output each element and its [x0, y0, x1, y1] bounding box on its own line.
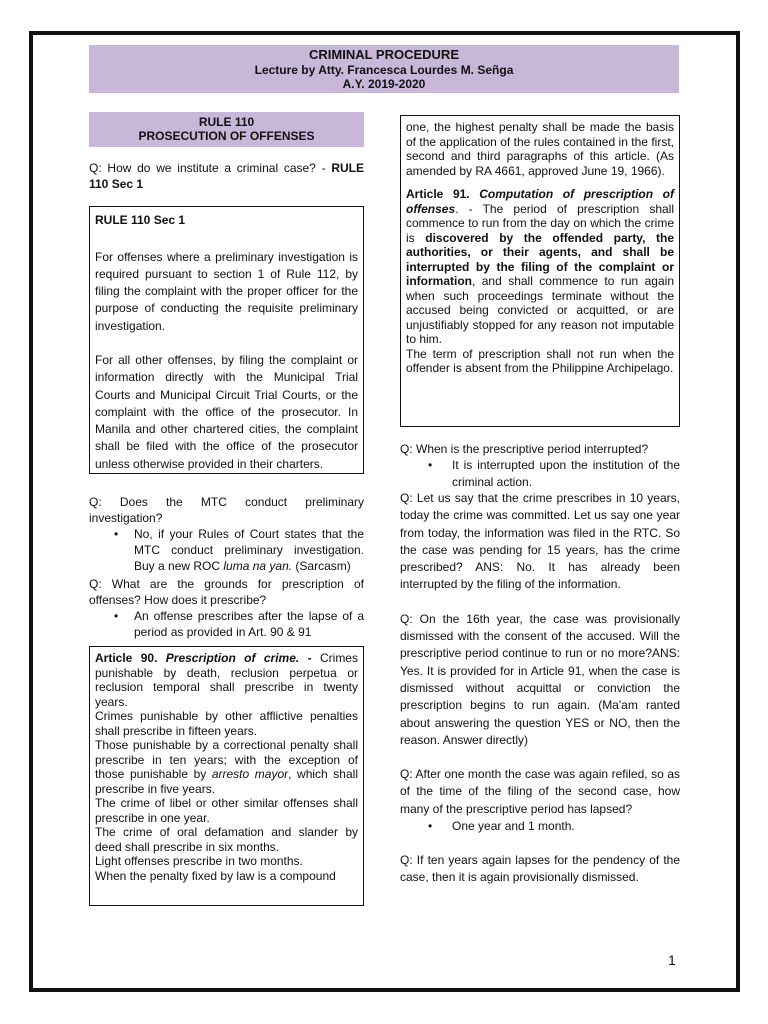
question-grounds: Q: What are the grounds for prescription of offenses? How does it prescribe?: [89, 577, 364, 607]
rule-heading: [89, 112, 364, 147]
box-title: RULE 110 Sec 1: [95, 213, 186, 227]
question-ten-years: Q: Let us say that the crime prescribes in 10 years, today the crime was committed. Let us say one year from today, the information was filed in the RTC. So the case was pending for 15 years, has the crime prescribed? ANS: No. It has already been interrupted by the filing of the information.: [400, 491, 680, 592]
answer-italic: luma na yan.: [223, 559, 293, 573]
question-text: Q: How do we institute a criminal case? -: [89, 161, 332, 175]
rule-title: PROSECUTION OF OFFENSES: [138, 129, 315, 143]
rule-number: RULE 110: [198, 115, 255, 129]
article-title: Computation of prescription of offenses: [406, 187, 674, 216]
article-title: Prescription of crime.: [165, 651, 300, 665]
answer-text: One year and 1 month.: [452, 819, 575, 834]
rule-reference: RULE 110 Sec 1: [89, 161, 364, 191]
right-column: [400, 115, 680, 887]
box-paragraph-1: For offenses where a preliminary investigation is required pursuant to section 1 of Rule 112, by filing the complaint with the proper officer for the purpose of conducting the requisite preliminary investigation.: [95, 249, 358, 333]
answer-text: No, if your Rules of Court states that the MTC conduct preliminary investigation. Buy a new ROC: [134, 527, 364, 573]
article-90-line-1: [95, 651, 358, 709]
bullet: •: [114, 527, 119, 541]
question-ten-years-again: Q: If ten years again lapses for the pendency of the case, then it is again provisionally dismissed.: [400, 853, 680, 885]
bullet: •: [114, 609, 119, 623]
article-90-continuation: one, the highest penalty shall be made the basis of the application of the rules contained in the first, second and third paragraphs of this article. (As amended by RA 4661, approved June 19, 1966).: [406, 120, 674, 178]
question-interrupted: Q: When is the prescriptive period interrupted?: [400, 442, 649, 456]
article-90-box: [89, 646, 364, 906]
rule-110-sec1-box: [89, 206, 364, 474]
article-italic: arresto mayor: [211, 767, 289, 781]
question-16th-year: Q: On the 16th year, the case was provisionally dismissed with the consent of the accused. Will the prescriptive period continue to run or no more?ANS: Yes. It is provided for in Article 91, when the case is dismissed without acquittal or conviction the prescription begins to run again. (Ma'am ranted about answering the question YES or NO, then the reason. Answer directly): [400, 611, 680, 747]
page-number: 1: [668, 952, 676, 968]
answer-text-end: (Sarcasm): [292, 559, 351, 573]
article-text: Those punishable by a correctional penalty shall prescribe in ten years; with the exception of those punishable by: [95, 738, 358, 781]
bullet: •: [428, 458, 433, 472]
answer-refiled: [400, 818, 680, 835]
article-90-line-6: Light offenses prescribe in two months.: [95, 854, 303, 868]
article-text: Crimes punishable by death, reclusion perpetua or reclusion temporal shall prescribe in twenty years.: [95, 651, 358, 709]
article-91-term: The term of prescription shall not run when the offender is absent from the Philippine Archipelago.: [406, 346, 674, 375]
article-text-end: , and shall commence to run again when such proceedings terminate without the accused being convicted or acquitted, or are unjustifiably stopped for any reason not imputable to him.: [406, 274, 674, 346]
article-90-line-5: The crime of oral defamation and slander by deed shall prescribe in six months.: [95, 825, 358, 854]
article-bold: discovered by the offended party, the authorities, or their agents, and shall be interrupted by the filing of the complaint or information: [406, 230, 675, 288]
box-paragraph-2: For all other offenses, by filing the complaint or information directly with the Municipal Trial Courts and Municipal Circuit Trial Courts, or the complaint with the office of the prosecutor. In Manila and other chartered cities, the complaint shall be filed with the office of the prosecutor unless otherwise provided in their charters.: [95, 352, 358, 471]
article-label: Article 90.: [95, 651, 166, 665]
article-dash: -: [299, 651, 320, 665]
bullet: •: [428, 819, 433, 834]
header-lecturer: Lecture by Atty. Francesca Lourdes M. Señga: [254, 62, 514, 77]
article-text-end: , which shall prescribe in five years.: [95, 767, 358, 796]
header-year: A.Y. 2019-2020: [342, 77, 426, 91]
answer-text: It is interrupted upon the institution of the criminal action.: [452, 458, 680, 489]
article-91-text: [406, 187, 674, 347]
question-institute: [89, 161, 364, 192]
answer-text: An offense prescribes after the lapse of a period as provided in Art. 90 & 91: [134, 609, 364, 639]
article-90-line-4: The crime of libel or other similar offenses shall prescribe in one year.: [95, 796, 358, 825]
question-refiled: Q: After one month the case was again refiled, so as of the time of the filing of the second case, how many of the prescriptive period has lapsed?: [400, 767, 680, 816]
article-91-box: [400, 115, 680, 427]
answer-grounds: [89, 608, 364, 640]
header-title: CRIMINAL PROCEDURE: [309, 47, 459, 62]
left-column: [89, 112, 364, 906]
question-mtc: Q: Does the MTC conduct preliminary investigation?: [89, 495, 364, 525]
article-text: . - The period of prescription shall commence to run from the day on which the crime is: [406, 201, 674, 245]
document-header: [89, 45, 679, 93]
article-90-line-2: Crimes punishable by other afflictive penalties shall prescribe in fifteen years.: [95, 709, 358, 738]
answer-interrupted: [400, 457, 680, 490]
article-90-line-7: When the penalty fixed by law is a compound: [95, 868, 336, 883]
article-90-line-3: [95, 738, 358, 796]
answer-mtc: [89, 526, 364, 574]
article-label: Article 91.: [406, 187, 480, 201]
